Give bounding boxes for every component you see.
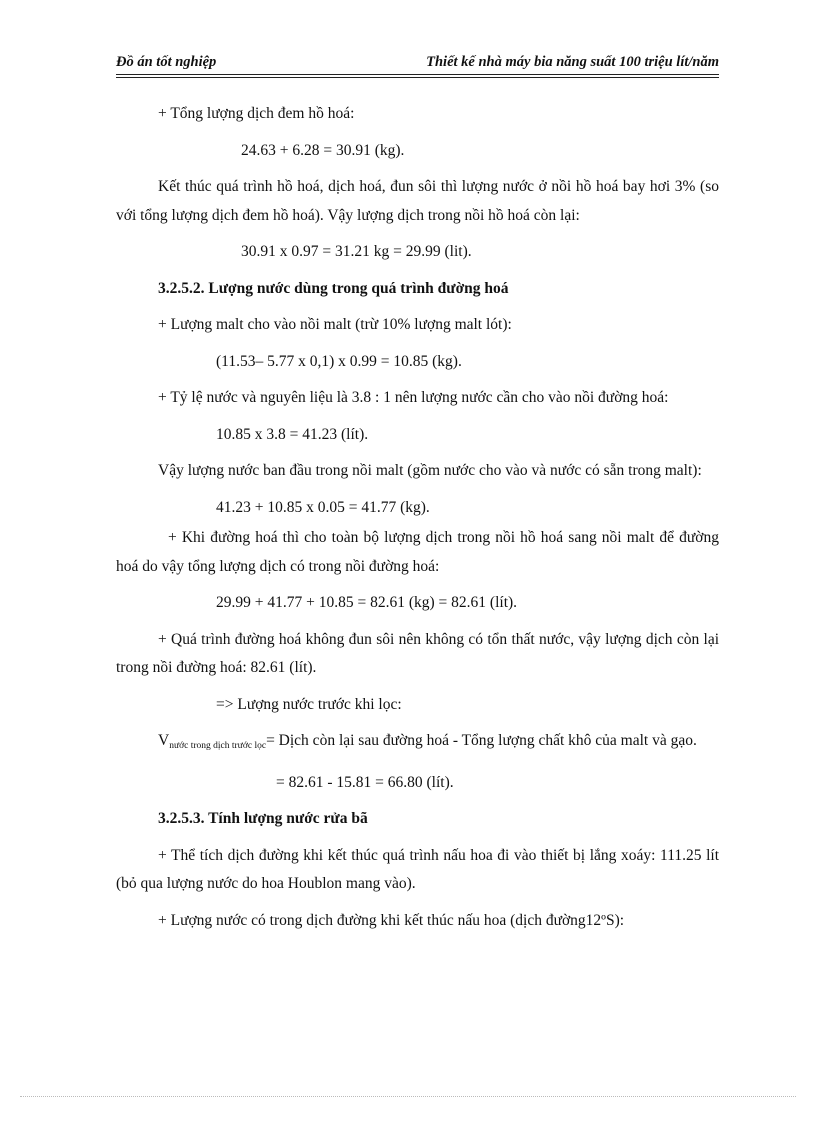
paragraph: + Lượng nước có trong dịch đường khi kết thúc nấu hoa (dịch đường12ºS): <box>158 911 625 929</box>
section-heading: 3.2.5.3. Tính lượng nước rửa bã <box>158 810 368 827</box>
paragraph: + Khi đường hoá thì cho toàn bộ lượng dịch trong nồi hồ hoá sang nồi malt để đường hoá do vậy tổng lượng dịch có trong nồi đường hoá: <box>116 529 719 575</box>
equation: 41.23 + 10.85 x 0.05 = 41.77 (kg). <box>216 498 430 516</box>
equation: 10.85 x 3.8 = 41.23 (lít). <box>216 425 369 443</box>
equation: 29.99 + 41.77 + 10.85 = 82.61 (kg) = 82.61 (lít). <box>216 594 518 611</box>
header-left-title: Đồ án tốt nghiệp <box>116 54 217 70</box>
paragraph: Vậy lượng nước ban đầu trong nồi malt (gồm nước cho vào và nước có sẵn trong malt): <box>158 462 702 479</box>
equation: 30.91 x 0.97 = 31.21 kg = 29.99 (lit). <box>241 243 472 260</box>
document-body <box>116 100 719 943</box>
paragraph: + Thể tích dịch đường khi kết thúc quá trình nấu hoa đi vào thiết bị lắng xoáy: 111.25 lít (bỏ qua lượng nước do hoa Houblon mang vào). <box>116 846 719 892</box>
paragraph <box>116 727 719 761</box>
section-heading: 3.2.5.2. Lượng nước dùng trong quá trình đường hoá <box>158 279 509 297</box>
paragraph: + Tổng lượng dịch đem hồ hoá: <box>158 105 355 122</box>
volume-symbol: V <box>158 732 170 749</box>
paragraph: + Tỷ lệ nước và nguyên liệu là 3.8 : 1 nên lượng nước cần cho vào nồi đường hoá: <box>158 389 669 406</box>
header-divider <box>116 77 719 78</box>
paragraph-text: = Dịch còn lại sau đường hoá - Tổng lượng chất khô của malt và gạo. <box>266 732 697 749</box>
paragraph: Kết thúc quá trình hồ hoá, dịch hoá, đun sôi thì lượng nước ở nồi hồ hoá bay hơi 3% (so với tổng lượng dịch đem hồ hoá). Vậy lượng dịch trong nồi hồ hoá còn lại: <box>116 178 719 224</box>
paragraph: + Quá trình đường hoá không đun sôi nên không có tổn thất nước, vậy lượng dịch còn lại trong nồi đường hoá: 82.61 (lít). <box>116 630 719 676</box>
paragraph: + Lượng malt cho vào nồi malt (trừ 10% lượng malt lót): <box>158 316 512 333</box>
page-header <box>116 52 719 75</box>
equation: (11.53– 5.77 x 0,1) x 0.99 = 10.85 (kg). <box>216 352 462 370</box>
footer-divider <box>20 1096 796 1097</box>
paragraph: => Lượng nước trước khi lọc: <box>216 695 402 713</box>
equation: = 82.61 - 15.81 = 66.80 (lít). <box>276 773 454 791</box>
header-right-title: Thiết kế nhà máy bia năng suất 100 triệu lít/năm <box>426 54 719 70</box>
volume-subscript: nước trong dịch trước lọc <box>169 741 267 751</box>
equation: 24.63 + 6.28 = 30.91 (kg). <box>241 141 405 159</box>
